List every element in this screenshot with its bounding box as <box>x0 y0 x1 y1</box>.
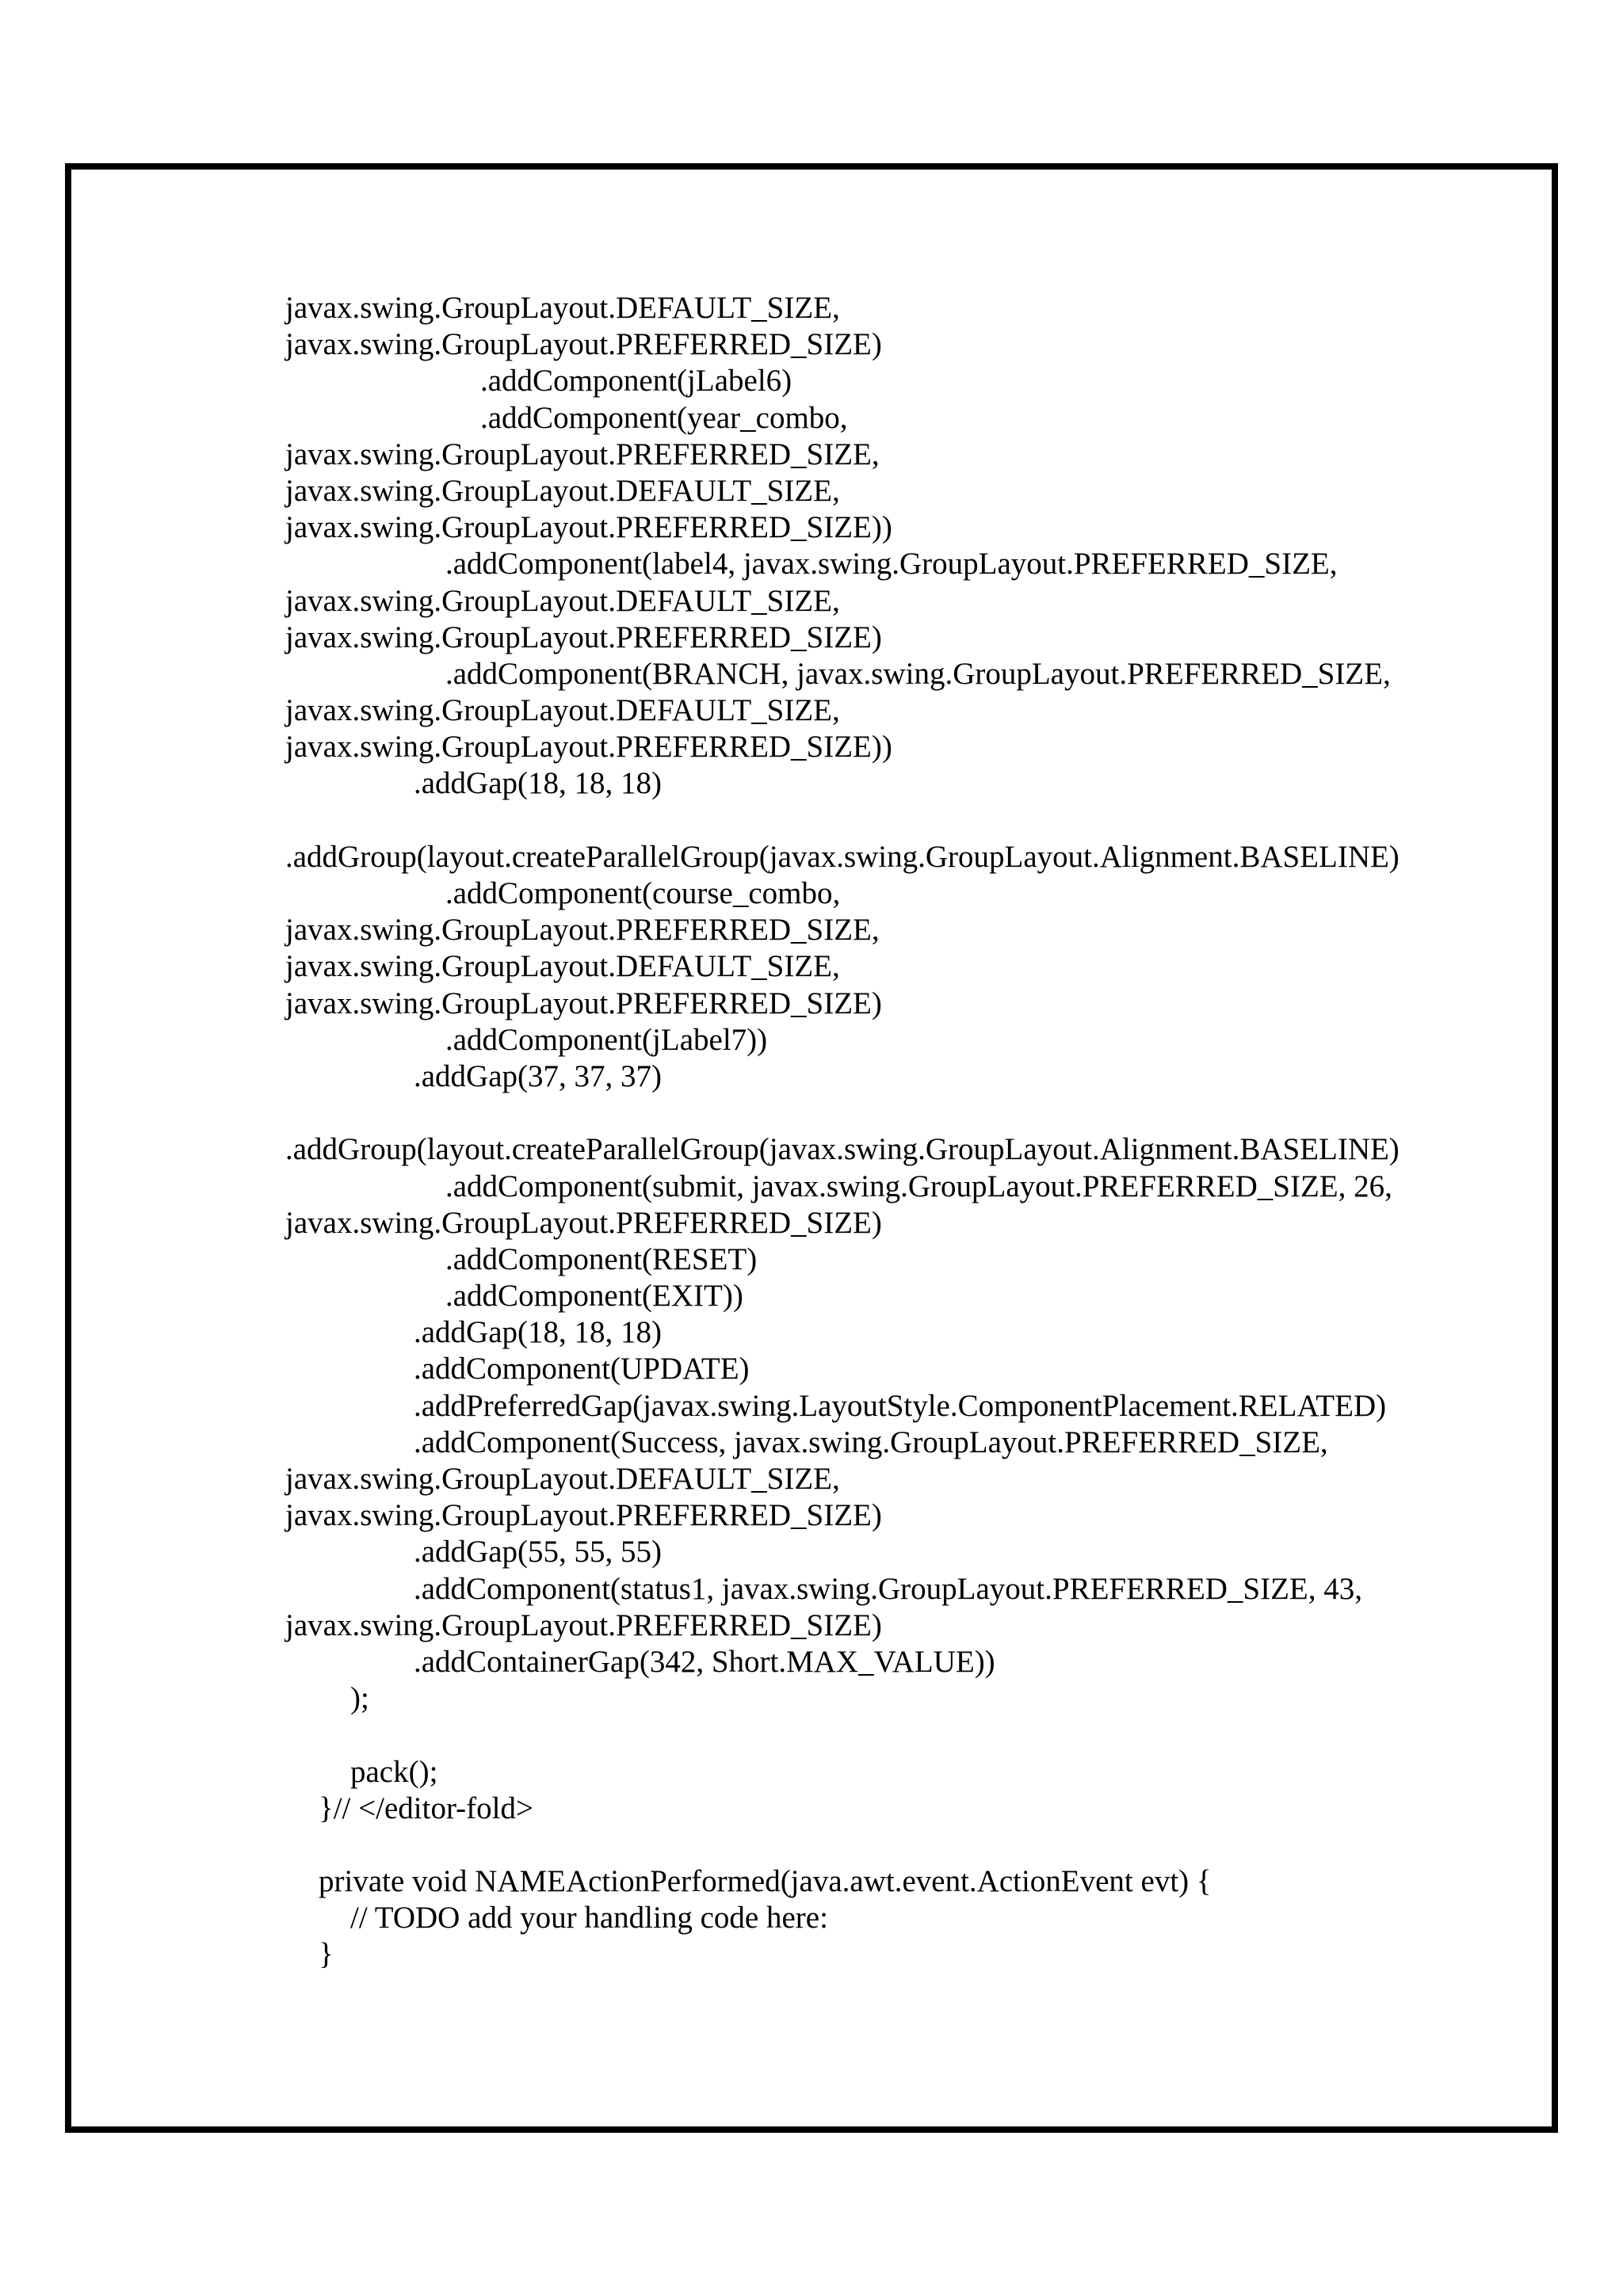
code-line: .addComponent(submit, javax.swing.GroupLayout.PREFERRED_SIZE, 26, <box>445 1169 1392 1203</box>
code-listing <box>285 290 1537 1974</box>
code-line: .addGap(55, 55, 55) <box>414 1535 663 1569</box>
code-line: javax.swing.GroupLayout.PREFERRED_SIZE)) <box>285 730 892 765</box>
code-line: .addComponent(jLabel6) <box>480 364 792 399</box>
code-line: javax.swing.GroupLayout.PREFERRED_SIZE) <box>285 1205 882 1240</box>
code-line: .addComponent(label4, javax.swing.GroupLayout.PREFERRED_SIZE, <box>445 547 1338 582</box>
code-line: .addPreferredGap(javax.swing.LayoutStyle.ComponentPlacement.RELATED) <box>414 1388 1387 1423</box>
code-line: .addContainerGap(342, Short.MAX_VALUE)) <box>414 1644 995 1679</box>
code-line: .addComponent(BRANCH, javax.swing.GroupLayout.PREFERRED_SIZE, <box>445 656 1391 691</box>
code-line: .addGap(37, 37, 37) <box>414 1058 663 1093</box>
blank-line <box>285 1827 1537 1863</box>
code-line: .addComponent(course_combo, <box>445 876 841 910</box>
code-line: pack(); <box>350 1754 438 1789</box>
code-line: } <box>319 1937 334 1972</box>
code-line: ); <box>350 1681 369 1716</box>
code-line: javax.swing.GroupLayout.DEFAULT_SIZE, <box>285 949 840 984</box>
code-line: javax.swing.GroupLayout.PREFERRED_SIZE, <box>285 913 880 948</box>
code-line: .addGap(18, 18, 18) <box>414 1315 663 1350</box>
code-line: javax.swing.GroupLayout.PREFERRED_SIZE)) <box>285 510 892 545</box>
code-line: .addComponent(EXIT)) <box>445 1279 743 1314</box>
code-line: .addComponent(jLabel7)) <box>445 1022 768 1057</box>
code-line: .addGroup(layout.createParallelGroup(javax.swing.GroupLayout.Alignment.BASELINE) <box>285 1132 1400 1167</box>
code-line: .addComponent(status1, javax.swing.GroupLayout.PREFERRED_SIZE, 43, <box>414 1571 1363 1606</box>
code-line: .addGroup(layout.createParallelGroup(javax.swing.GroupLayout.Alignment.BASELINE) <box>285 839 1400 874</box>
code-line: javax.swing.GroupLayout.DEFAULT_SIZE, <box>285 473 840 508</box>
code-line: .addComponent(Success, javax.swing.GroupLayout.PREFERRED_SIZE, <box>414 1425 1328 1459</box>
code-line: javax.swing.GroupLayout.DEFAULT_SIZE, <box>285 1462 840 1496</box>
code-line: .addComponent(UPDATE) <box>414 1352 750 1386</box>
blank-line <box>285 1095 1537 1131</box>
code-line: .addComponent(year_combo, <box>480 400 848 435</box>
code-line: javax.swing.GroupLayout.PREFERRED_SIZE, <box>285 437 880 471</box>
code-line: // TODO add your handling code here: <box>350 1901 828 1936</box>
code-line: .addComponent(RESET) <box>445 1241 758 1276</box>
code-line: javax.swing.GroupLayout.PREFERRED_SIZE) <box>285 327 882 362</box>
code-line: javax.swing.GroupLayout.PREFERRED_SIZE) <box>285 1608 882 1642</box>
code-line: }// </editor-fold> <box>319 1791 533 1825</box>
code-line: javax.swing.GroupLayout.PREFERRED_SIZE) <box>285 620 882 654</box>
code-line: javax.swing.GroupLayout.PREFERRED_SIZE) <box>285 1498 882 1533</box>
blank-line <box>285 1717 1537 1753</box>
code-line: .addGap(18, 18, 18) <box>414 766 663 801</box>
blank-line <box>285 803 1537 839</box>
code-line: javax.swing.GroupLayout.DEFAULT_SIZE, <box>285 693 840 728</box>
code-line: javax.swing.GroupLayout.DEFAULT_SIZE, <box>285 291 840 325</box>
code-line: private void NAMEActionPerformed(java.awt.event.ActionEvent evt) { <box>319 1864 1212 1899</box>
code-line: javax.swing.GroupLayout.PREFERRED_SIZE) <box>285 986 882 1020</box>
code-line: javax.swing.GroupLayout.DEFAULT_SIZE, <box>285 583 840 618</box>
